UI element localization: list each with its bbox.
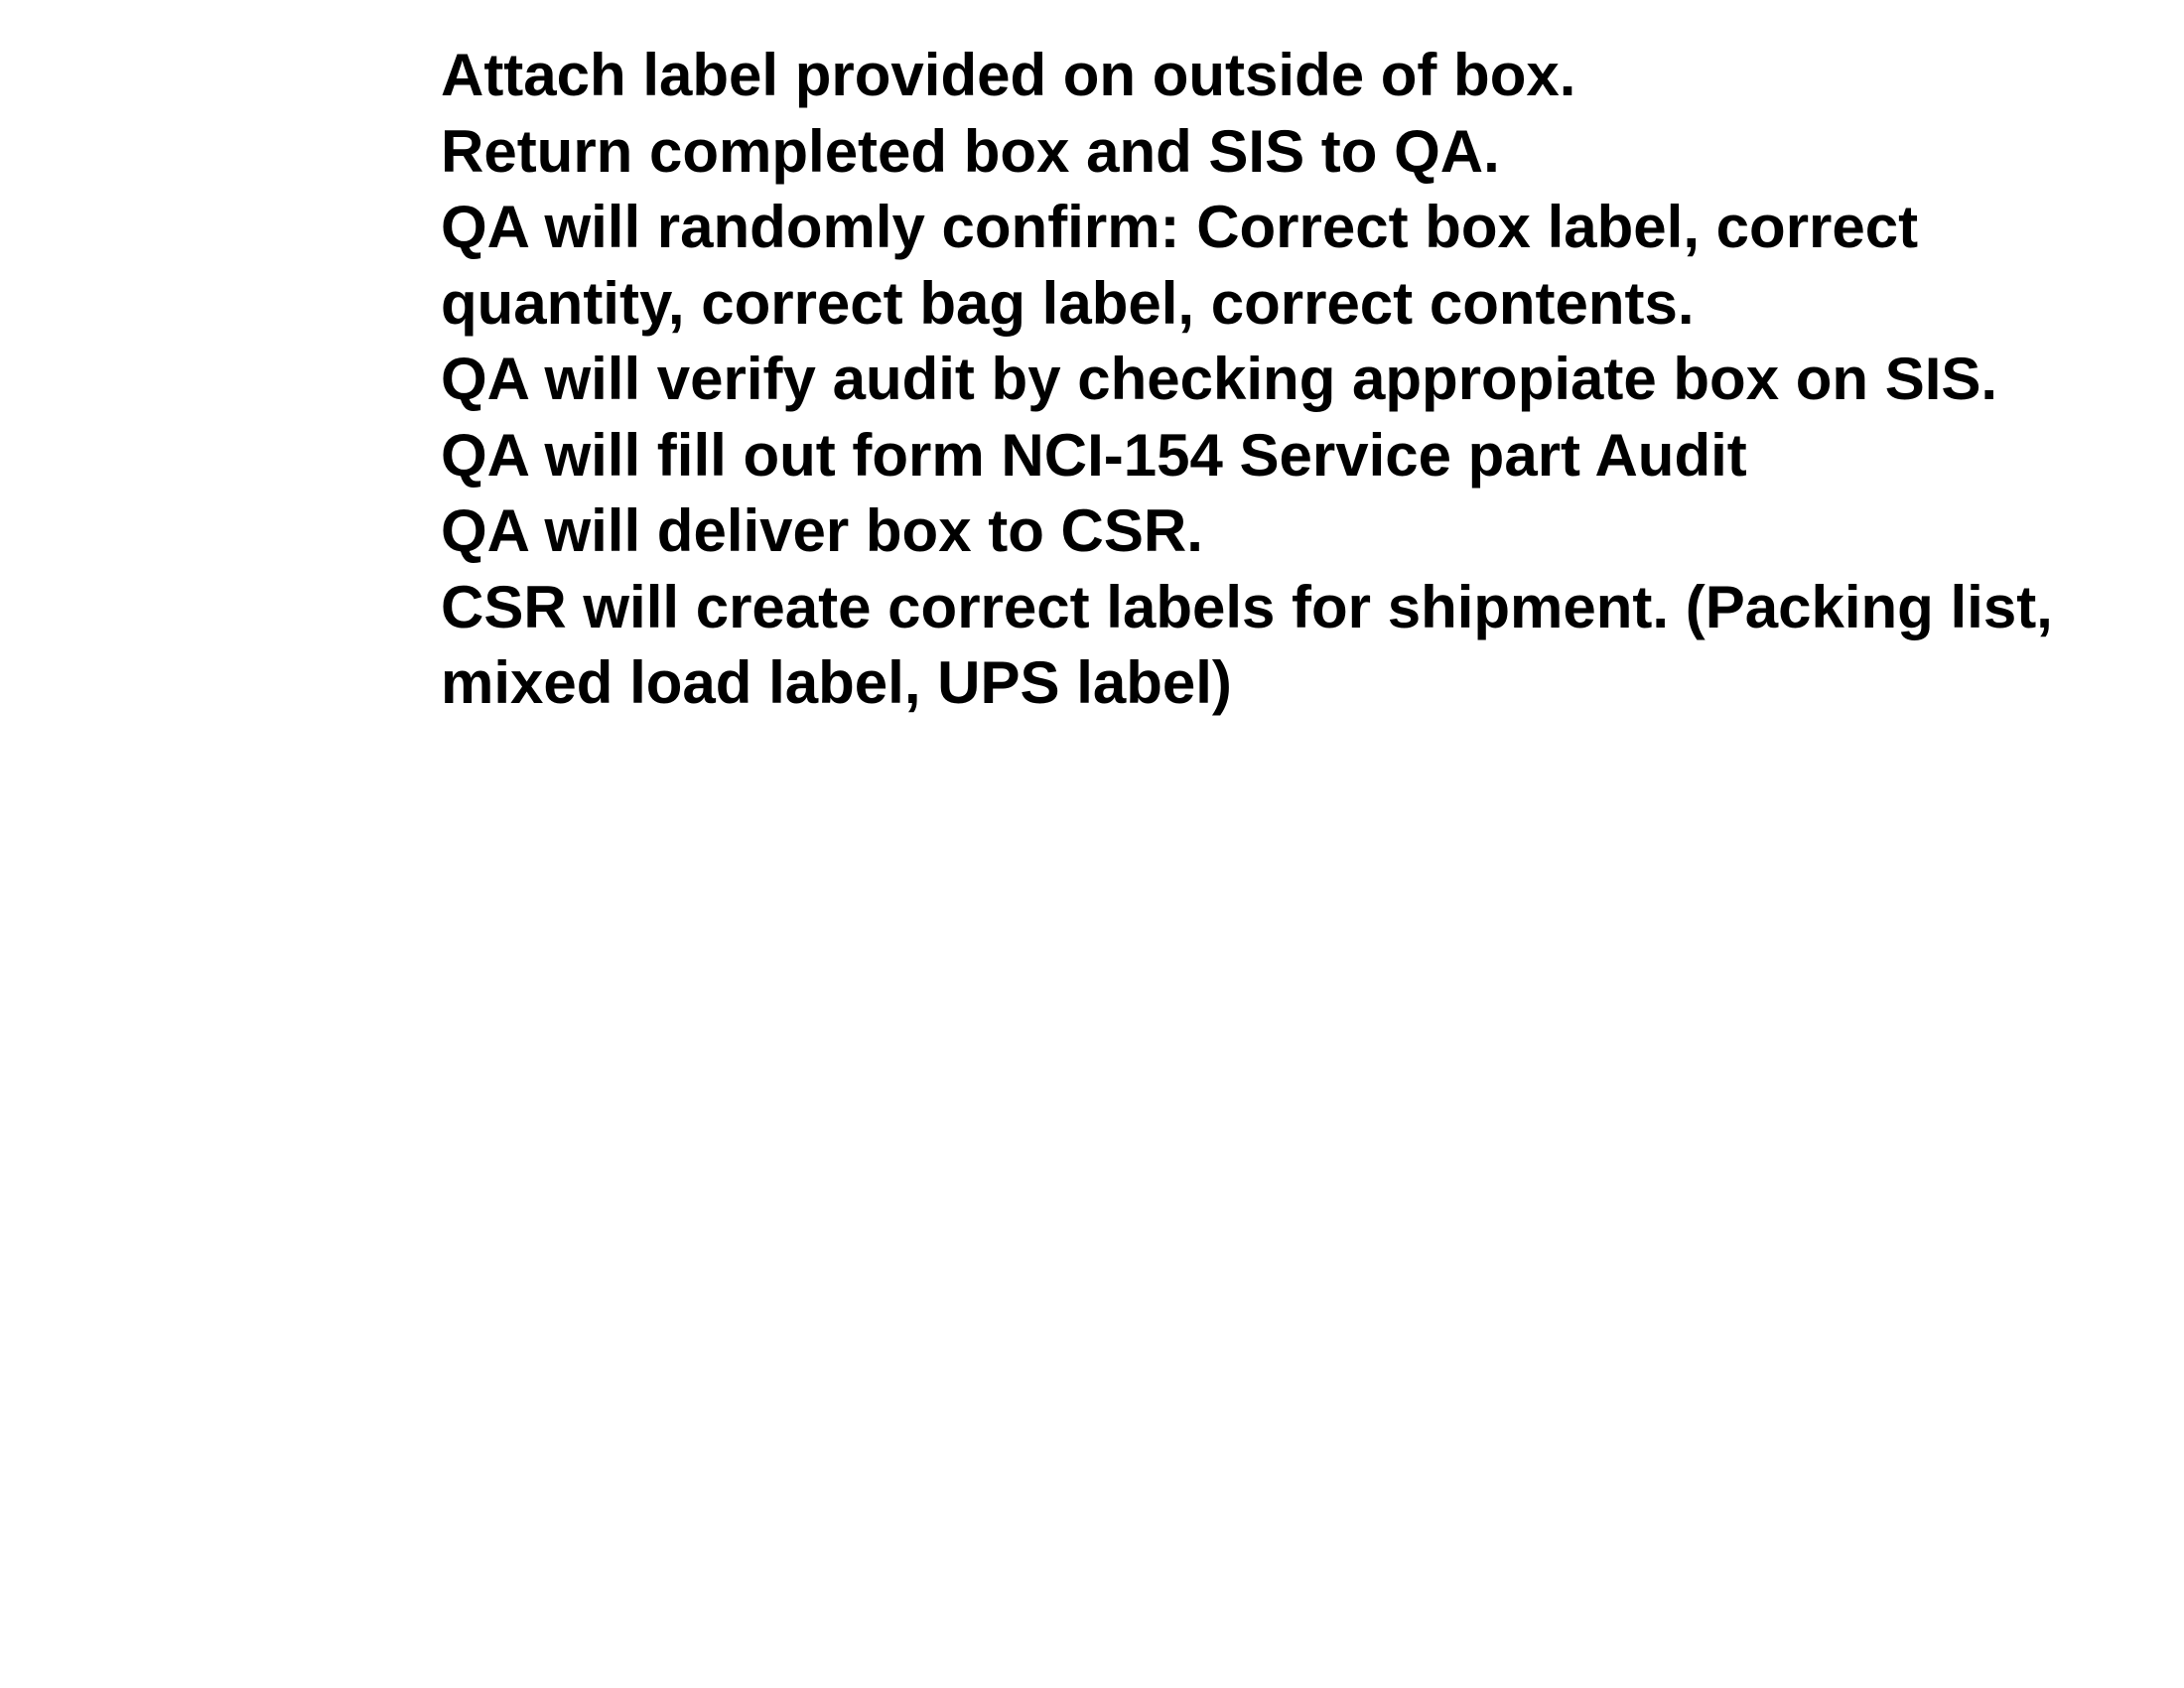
instruction-item: QA will verify audit by checking appropiate box on SIS. [441,346,1998,412]
instruction-item: Return completed box and SIS to QA. [441,117,1500,185]
instruction-item: CSR will create correct labels for shipment. (Packing list, mixed load label, UPS label) [441,573,2053,716]
instruction-item: QA will fill out form NCI-154 Service part Audit [441,421,1747,489]
instruction-list [441,38,2069,722]
instruction-item: Attach label provided on outside of box. [441,42,1576,108]
instruction-item: QA will randomly confirm: Correct box label, correct quantity, correct bag label, correct contents. [441,194,1919,337]
instruction-item: QA will deliver box to CSR. [441,497,1203,564]
